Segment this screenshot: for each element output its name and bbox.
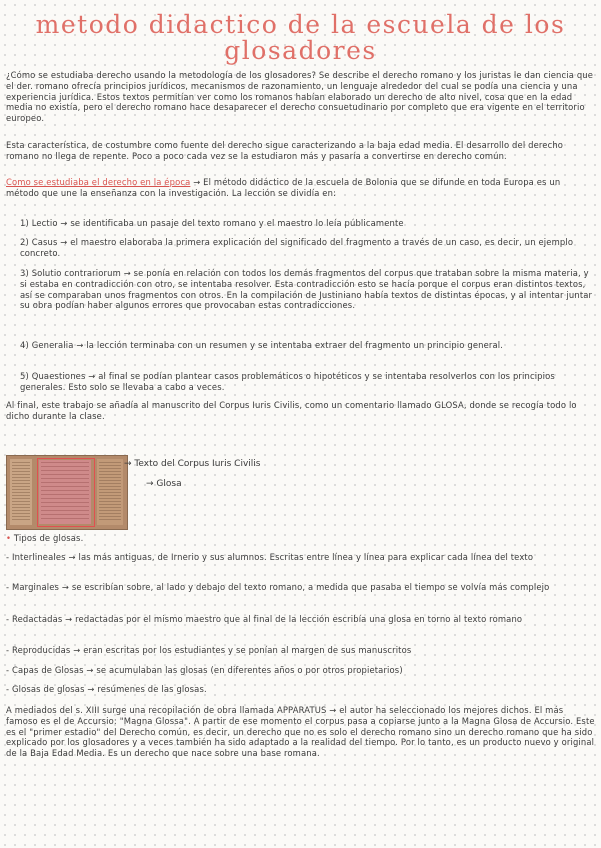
- type-capas: - Capas de Glosas → se acumulaban las glosas (en diferentes años o por otros propietarios): [6, 665, 403, 675]
- intro-paragraph-1: ¿Cómo se estudiaba derecho usando la metodología de los glosadores? Se describe el derecho romano y los juristas le dan ciencia que el der. romano ofrecía principios jurídicos, mecanismos de razonamiento, un lenguaje alrededor del cual se podía una ciencia y una experiencia jurídica. Estos textos permitían ver como los romanos habían elaborado un derecho de alto nivel, cosa que en la edad media no existía, pero el derecho romano hace desaparecer el derecho consuetudinario por completo que era vigente en el territorio europeo.: [6, 70, 594, 124]
- step-casus: 2) Casus → el maestro elaboraba la primera explicación del significado del fragmento a través de un caso, es decir, un ejemplo concreto.: [20, 237, 574, 258]
- step-solutio: 3) Solutio contrariorum → se ponía en relación con todos los demás fragmentos del corpus que trataban sobre la misma materia, y si estaba en contradicción con otro, se intentaba resolver. Esta contradicción esto se hacía porque el corpus eran distintos textos, así se comparaban unos fragmentos con otros. En la compilación de Justiniano había textos de distintas épocas, y al intentar juntar su obra podían haber algunos errores que provocaban estas contradicciones.: [20, 268, 593, 311]
- highlight-box: [37, 458, 95, 527]
- closing-paragraph: A mediados del s. XIII surge una recopilación de obra llamada APPARATUS → el autor ha seleccionado los mejores dichos. El más famoso es el de Accursio: "Magna Glossa". A partir de ese momento el corpus pasa a copiarse junto a la Magna Glosa de Accursio. Este es el "primer estadio" del Derecho común, es decir, un derecho que no es solo el derecho romano sino un derecho romano que ha sido explicado por los glosadores y a veces también ha sido adaptado a la realidad del tiempo. Por lo tanto, es un producto nuevo y original de la Baja Edad Media. Es un derecho que nace sobre una base romana.: [6, 705, 595, 759]
- bullet-icon: •: [6, 533, 12, 543]
- final-paragraph: Al final, este trabajo se añadía al manuscrito del Corpus Iuris Civilis, como un comentario llamado GLOSA, donde se recogía todo lo dicho durante la clase.: [6, 400, 577, 421]
- intro-paragraph-2: Esta característica, de costumbre como fuente del derecho sigue caracterizando a la baja edad media. El desarrollo del derecho romano no llega de repente. Poco a poco cada vez se la estudiaron más y pasaría a convertirse en derecho común.: [6, 140, 564, 161]
- page-title-line-1: metodo didactico de la escuela de los: [35, 10, 566, 39]
- method-paragraph: [6, 177, 596, 199]
- step-lectio: 1) Lectio → se identificaba un pasaje del texto romano y el maestro lo leía públicamente: [20, 218, 404, 228]
- method-lead: Como se estudiaba el derecho en la época: [6, 177, 191, 187]
- type-marginales: - Marginales → se escribían sobre, al lado y debajo del texto romano, a medida que pasaba el tiempo se volvía más complejo: [6, 582, 550, 592]
- type-interlineales: - Interlineales → las más antiguas, de Irnerio y sus alumnos. Escritas entre línea y línea para explicar cada línea del texto: [6, 552, 534, 562]
- types-heading: • Tipos de glosas.: [6, 533, 84, 543]
- step-quaestiones: 5) Quaestiones → al final se podían plantear casos problemáticos o hipotéticos y se intentaba resolverlos con los principios generales. Esto solo se llevaba a cabo a veces.: [20, 371, 555, 392]
- step-generalia: 4) Generalia → la lección terminaba con un resumen y se intentaba extraer del fragmento un principio general.: [20, 340, 504, 350]
- type-reproducidas: - Reproducidas → eran escritas por los estudiantes y se ponían al margen de sus manuscritos: [6, 645, 412, 655]
- type-glosas-de-glosas: - Glosas de glosas → resúmenes de las glosas.: [6, 684, 207, 694]
- figure-label-text: → Texto del Corpus Iuris Civilis: [124, 459, 261, 469]
- method-rest: → El método didáctico de la escuela de Bolonia que se difunde en toda Europa es un método que une la enseñanza con la investigación. La lección se dividía en:: [6, 177, 561, 198]
- manuscript-image: [6, 455, 128, 530]
- type-redactadas: - Redactadas → redactadas por el mismo maestro que al final de la lección escribía una glosa en torno al texto romano: [6, 614, 523, 624]
- page-title-line-2: glosadores: [224, 36, 377, 65]
- figure-label-glosa: → Glosa: [146, 479, 182, 489]
